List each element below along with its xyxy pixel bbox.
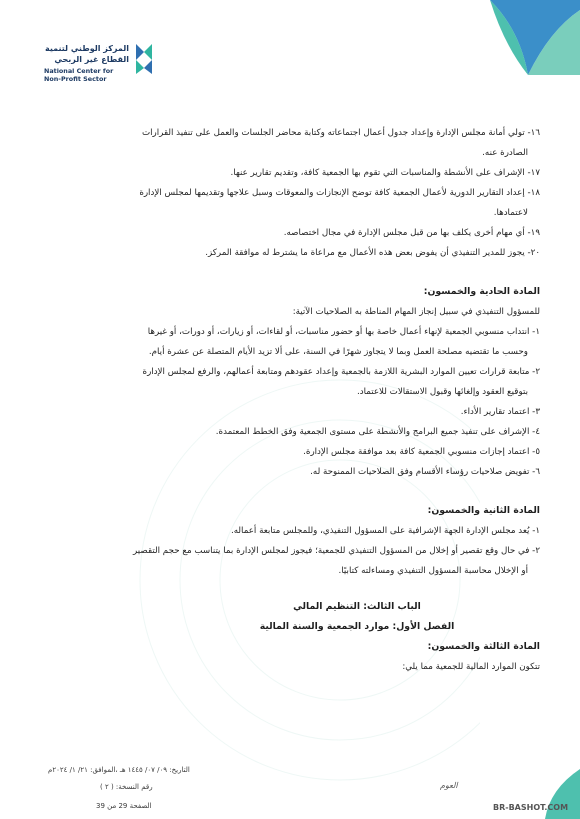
item-18-line2: لاعتمادها. (493, 208, 528, 218)
logo-mark-icon (132, 42, 156, 74)
item-16-line1: ١٦- تولي أمانة مجلس الإدارة وإعداد جدول أعمال اجتماعاته وكتابة محاضر الجلسات والعمل على تنفيذ القرارات (141, 128, 540, 138)
article-51-title: المادة الحادية والخمسون: (423, 286, 540, 297)
document-body (34, 123, 540, 677)
article-52-title: المادة الثانية والخمسون: (427, 505, 540, 516)
article-51-line: ١- انتداب منسوبي الجمعية لإنهاء أعمال خاصة بها أو حضور مناسبات، أو لقاءات، أو زيارات، أو دورات، أو غيرها (147, 327, 540, 337)
article-53-intro: تتكون الموارد المالية للجمعية مما يلي: (402, 662, 540, 672)
item-20: ٢٠- يجوز للمدير التنفيذي أن يفوض بعض هذه الأعمال مع مراعاة ما يشترط له موافقة المركز. (205, 248, 540, 258)
website-watermark: BR-BASHOT.COM (493, 803, 569, 812)
national-center-logo (40, 40, 165, 90)
article-52-line: ٢- في حال وقع تقصير أو إخلال من المسؤول التنفيذي للجمعية؛ فيجوز لمجلس الإدارة بما يتناسب مع حجم التقصير (133, 546, 540, 556)
item-17: ١٧- الإشراف على الأنشطة والمناسبات التي تقوم بها الجمعية كافة، وتقديم تقارير عنها. (230, 168, 540, 178)
article-51-line: بتوقيع العقود وإلغائها وقبول الاستقالات للاعتماد. (356, 387, 528, 397)
item-19: ١٩- أي مهام أخرى يكلف بها من قبل مجلس الإدارة في مجال اختصاصه. (283, 228, 540, 238)
article-52-line: أو الإخلال محاسبة المسؤول التنفيذي ومساءلته كتابيًا. (338, 566, 528, 576)
item-16-line2: الصادرة عنه. (482, 148, 528, 158)
corner-decoration-top (490, 0, 580, 75)
chapter-3-section-1: الفصل الأول: موارد الجمعية والسنة المالية (259, 621, 455, 632)
article-51-line: ٣- اعتماد تقارير الأداء. (460, 407, 540, 417)
signature: العوم (440, 781, 458, 790)
article-51-line: ٥- اعتماد إجازات منسوبي الجمعية كافة بعد موافقة مجلس الإدارة. (303, 447, 540, 457)
item-18-line1: ١٨- إعداد التقارير الدورية لأعمال الجمعية كافة توضح الإنجازات والمعوقات وسبل علاجها وتقديمها لمجلس الإدارة (139, 188, 540, 198)
footer-date: التاريخ: ٠٩/ ٠٧/ ١٤٤٥ هـ ،الموافق: ٢١/ ١/ ٢٠٢٤م (48, 766, 190, 774)
article-52-line: ١- يُعد مجلس الإدارة الجهة الإشرافية على المسؤول التنفيذي، وللمجلس متابعة أعماله. (230, 526, 540, 536)
logo-english-line1: National Center for (44, 67, 114, 75)
article-51-intro: للمسؤول التنفيذي في سبيل إنجاز المهام المناطة به الصلاحيات الآتية: (292, 307, 540, 317)
article-51-line: ٢- متابعة قرارات تعيين الموارد البشرية اللازمة بالجمعية وإعداد عقودهم ومتابعة أعمالهم، والرفع لمجلس الإدارة (142, 367, 540, 377)
logo-arabic-line2: القطاع غير الربحي (54, 55, 129, 64)
footer-page-number: الصفحة 29 من 39 (96, 802, 152, 810)
article-51-line: ٤- الإشراف على تنفيذ جميع البرامج والأنشطة على مستوى الجمعية وفق الخطط المعتمدة. (215, 427, 540, 437)
footer-version: رقم النسخة: ( ٢ ) (100, 783, 153, 791)
chapter-3-title: الباب الثالث: التنظيم المالي (293, 601, 421, 612)
article-51-line: ٦- تفويض صلاحيات رؤساء الأقسام وفق الصلاحيات الممنوحة له. (310, 467, 540, 477)
logo-english-line2: Non-Profit Sector (44, 75, 107, 83)
logo-arabic-line1: المركز الوطني لتنمية (45, 44, 129, 53)
article-51-line: وحسب ما تقتضيه مصلحة العمل وبما لا يتجاوز شهرًا في السنة، على ألا تزيد الأيام المتصلة عن عشرة أيام. (148, 347, 528, 357)
article-53-title: المادة الثالثة والخمسون: (427, 641, 540, 652)
